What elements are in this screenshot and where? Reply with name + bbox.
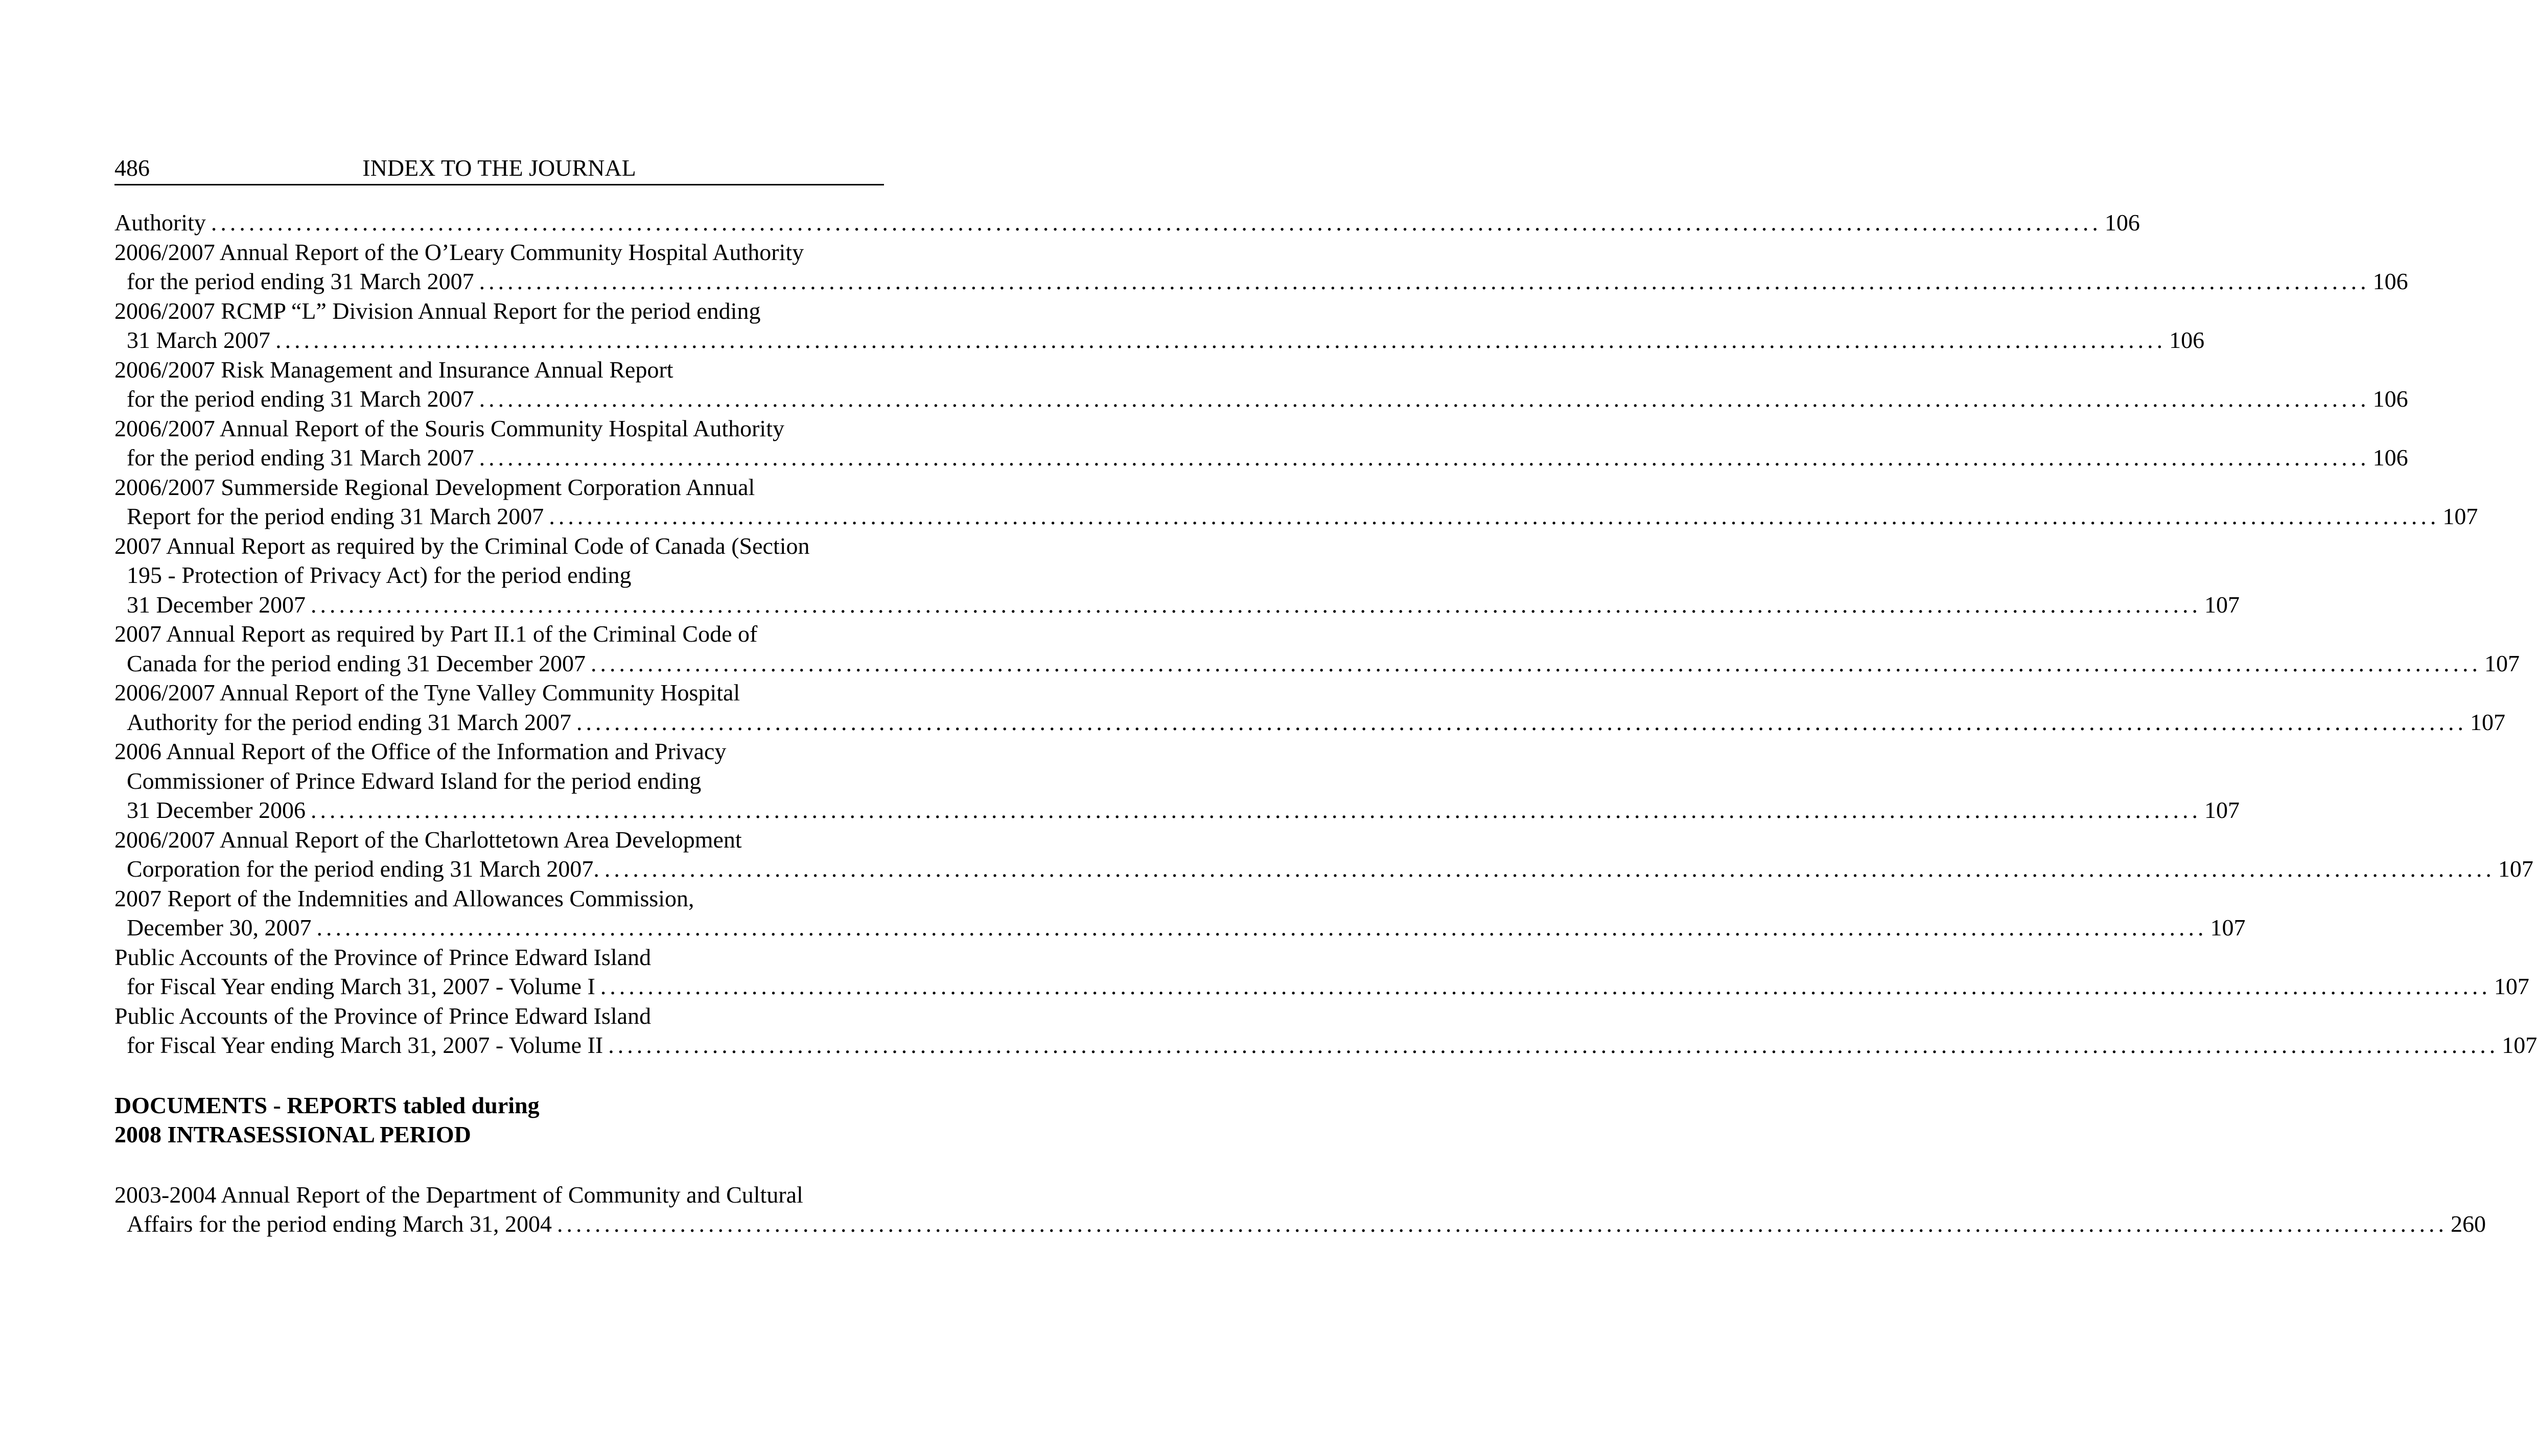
index-entry-final-line xyxy=(114,649,2520,678)
index-entry xyxy=(114,943,2529,1001)
index-entry-text: Authority xyxy=(114,209,206,236)
index-entry-text: Report for the period ending 31 March 2007 xyxy=(127,503,544,529)
section-heading-line-2: 2008 INTRASESSIONAL PERIOD xyxy=(114,1121,471,1147)
dot-leader: ........................................................................................................................................................................................................ xyxy=(608,1032,2499,1058)
index-entry-line: 195 - Protection of Privacy Act) for the period ending xyxy=(127,562,632,588)
page-reference: 106 xyxy=(2169,327,2205,353)
index-entry-line: 2006/2007 Summerside Regional Development Corporation Annual xyxy=(114,474,755,500)
page-reference: 107 xyxy=(2498,856,2533,882)
index-entry-final-line xyxy=(114,502,2478,531)
index-entry-line: 2006 Annual Report of the Office of the Information and Privacy xyxy=(114,738,727,764)
dot-leader: ........................................................................................................................................................................................................ xyxy=(211,209,2102,236)
dot-leader: ........................................................................................................................................................................................................ xyxy=(590,650,2481,676)
dot-leader: ........................................................................................................................................................................................................ xyxy=(479,444,2370,471)
index-entry xyxy=(114,1001,2537,1060)
dot-leader: ........................................................................................................................................................................................................ xyxy=(479,268,2370,294)
page-reference: 106 xyxy=(2372,386,2408,412)
index-entry-text: for the period ending 31 March 2007 xyxy=(127,386,474,412)
index-entry-final-line xyxy=(114,913,2246,943)
index-entry-final-line xyxy=(114,443,2408,473)
index-entry xyxy=(114,355,2408,414)
index-entry-line: 2006/2007 Annual Report of the Charlottetown Area Development xyxy=(114,826,742,853)
page-reference: 106 xyxy=(2372,444,2408,471)
dot-leader: ........................................................................................................................................................................................................ xyxy=(275,327,2167,353)
dot-leader: ........................................................................................................................................................................................................ xyxy=(316,914,2207,941)
page-reference: 107 xyxy=(2442,503,2478,529)
index-entry xyxy=(114,678,2505,737)
page-reference: 107 xyxy=(2204,591,2240,618)
index-entry xyxy=(114,473,2478,531)
index-entry-final-line xyxy=(114,208,2140,238)
index-entry-text: Affairs for the period ending March 31, 2004 xyxy=(127,1211,552,1237)
index-entry-line: 2007 Annual Report as required by Part II.1 of the Criminal Code of xyxy=(114,621,758,647)
section-heading xyxy=(114,1091,884,1149)
index-entry-final-line xyxy=(114,854,2533,884)
index-entry-line: 2006/2007 Risk Management and Insurance Annual Report xyxy=(114,356,673,383)
page-reference: 260 xyxy=(2451,1211,2486,1237)
index-entry xyxy=(114,531,2240,620)
index-entry-line: 2006/2007 Annual Report of the Tyne Valley Community Hospital xyxy=(114,679,740,706)
index-entry-line: Commissioner of Prince Edward Island for the period ending xyxy=(127,767,702,794)
page-number: 486 xyxy=(114,155,150,181)
index-entry xyxy=(114,619,2520,678)
page-reference: 107 xyxy=(2502,1032,2537,1058)
index-entry-list-intrasessional xyxy=(114,1180,2486,1239)
index-entry-final-line xyxy=(114,972,2529,1001)
index-entry-line: 2003-2004 Annual Report of the Department of Community and Cultural xyxy=(114,1181,803,1208)
index-entry xyxy=(114,296,2205,355)
index-entry-text: 31 December 2006 xyxy=(127,797,306,823)
index-entry xyxy=(114,825,2533,884)
dot-leader: ........................................................................................................................................................................................................ xyxy=(576,709,2467,735)
index-entry-line: 2006/2007 Annual Report of the O’Leary Community Hospital Authority xyxy=(114,239,804,265)
index-entry xyxy=(114,238,2408,296)
index-entry-final-line xyxy=(114,795,2240,825)
dot-leader: ........................................................................................................................................................................................................ xyxy=(549,503,2440,529)
index-entry-final-line xyxy=(114,325,2205,355)
dot-leader: ........................................................................................................................................................................................................ xyxy=(604,856,2495,882)
index-entry-text: for the period ending 31 March 2007 xyxy=(127,268,474,294)
index-entry-line: Public Accounts of the Province of Prince Edward Island xyxy=(114,944,651,970)
page-reference: 107 xyxy=(2484,650,2520,676)
index-entry-final-line xyxy=(114,1030,2537,1060)
index-entry-text: for Fiscal Year ending March 31, 2007 - Volume I xyxy=(127,973,595,999)
page-reference: 107 xyxy=(2494,973,2529,999)
index-entry-final-line xyxy=(114,708,2505,737)
page-reference: 106 xyxy=(2372,268,2408,294)
index-entry-text: Canada for the period ending 31 December 2007 xyxy=(127,650,586,676)
index-entry-line: 2006/2007 Annual Report of the Souris Community Hospital Authority xyxy=(114,415,784,441)
dot-leader: ........................................................................................................................................................................................................ xyxy=(311,591,2201,618)
index-entry-text: Authority for the period ending 31 March 2007 xyxy=(127,709,571,735)
dot-leader: ........................................................................................................................................................................................................ xyxy=(311,797,2201,823)
dot-leader: ........................................................................................................................................................................................................ xyxy=(479,386,2370,412)
index-entry xyxy=(114,208,2140,238)
index-entry-line: 2006/2007 RCMP “L” Division Annual Report for the period ending xyxy=(114,297,761,324)
section-heading-line-1: DOCUMENTS - REPORTS tabled during xyxy=(114,1092,540,1118)
page-reference: 107 xyxy=(2204,797,2240,823)
running-head xyxy=(114,153,884,185)
index-entry-text: for the period ending 31 March 2007 xyxy=(127,444,474,471)
index-entry-line: 2007 Annual Report as required by the Criminal Code of Canada (Section xyxy=(114,532,810,559)
index-entry-list xyxy=(114,208,2537,1060)
index-entry xyxy=(114,884,2246,943)
index-entry-text: December 30, 2007 xyxy=(127,914,312,941)
index-entry-line: 2007 Report of the Indemnities and Allowances Commission, xyxy=(114,885,694,911)
dot-leader: ........................................................................................................................................................................................................ xyxy=(557,1211,2448,1237)
index-entry-final-line xyxy=(114,590,2240,620)
index-page xyxy=(114,153,2537,1239)
index-entry-final-line xyxy=(114,384,2408,414)
running-title: INDEX TO THE JOURNAL xyxy=(362,155,636,181)
index-entry-line: Public Accounts of the Province of Prince Edward Island xyxy=(114,1002,651,1029)
page-reference: 107 xyxy=(2470,709,2505,735)
index-entry-final-line xyxy=(114,1209,2486,1239)
dot-leader: ........................................................................................................................................................................................................ xyxy=(600,973,2491,999)
index-entry-text: for Fiscal Year ending March 31, 2007 - Volume II xyxy=(127,1032,603,1058)
index-entry-text: 31 December 2007 xyxy=(127,591,306,618)
index-entry-final-line xyxy=(114,267,2408,296)
index-entry-text: 31 March 2007 xyxy=(127,327,271,353)
index-entry-text: Corporation for the period ending 31 March 2007. xyxy=(127,856,599,882)
index-entry xyxy=(114,737,2240,825)
page-reference: 107 xyxy=(2210,914,2246,941)
page-reference: 106 xyxy=(2104,209,2140,236)
index-entry xyxy=(114,414,2408,473)
index-entry xyxy=(114,1180,2486,1239)
